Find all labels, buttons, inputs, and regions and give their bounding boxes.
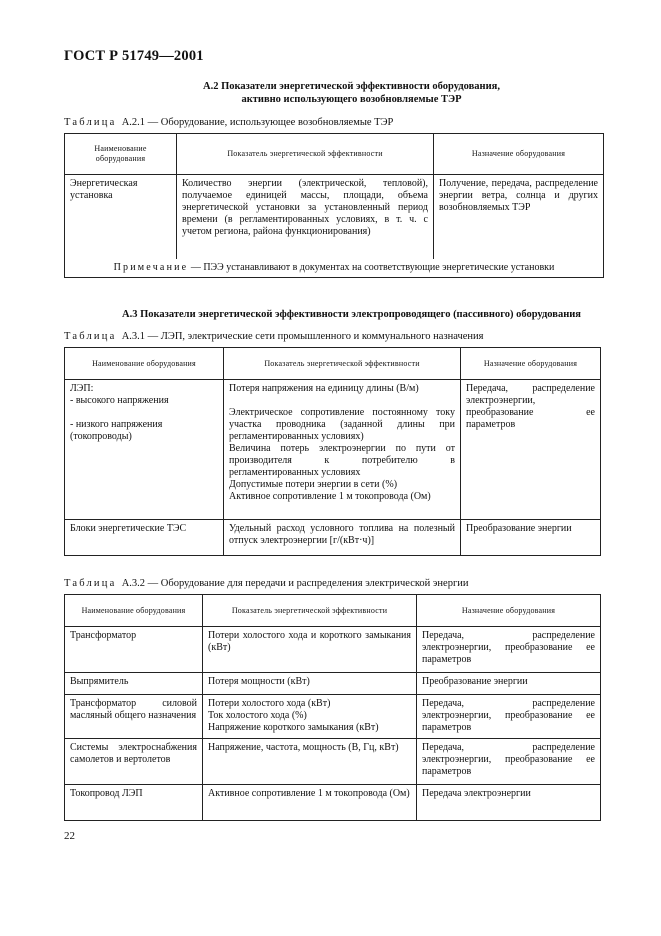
table-a31-header-purpose: Назначение оборудования [461, 348, 601, 380]
table-a32-cell-name: Системы электроснабжения самолетов и вертолетов [65, 739, 203, 785]
table-a32-row [65, 739, 601, 785]
table-a21-header-name: Наименование оборудования [65, 134, 177, 175]
section-a2-title [64, 80, 639, 106]
table-a31-caption-text: А.3.1 — ЛЭП, электрические сети промышленного и коммунального назначения [121, 331, 484, 342]
table-a32-row [65, 785, 601, 821]
table-a31-cell-name: Блоки энергетические ТЭС [65, 520, 224, 556]
table-a32-cell-indicator: Напряжение, частота, мощность (В, Гц, кВт) [203, 739, 417, 785]
table-a32-ind-line: Потери холостого хода (кВт) [208, 698, 331, 709]
table-a31-caption-prefix: Таблица [64, 331, 117, 342]
table-a32-row [65, 695, 601, 739]
table-a31-caption [64, 331, 483, 342]
table-a32-cell-purpose: Передача, распределение электроэнергии, преобразование ее параметров [417, 627, 601, 673]
table-a32-row [65, 673, 601, 695]
section-a2-title-line2: активно использующего возобновляемые ТЭР [241, 94, 462, 105]
table-a32-cell-purpose: Передача, распределение электроэнергии, преобразование ее параметров [417, 739, 601, 785]
table-a31-name-line2: - высокого напряжения [70, 395, 169, 406]
table-a32-cell-name: Выпрямитель [65, 673, 203, 695]
table-a31-cell-indicator [224, 380, 461, 520]
table-a32-caption-text: А.3.2 — Оборудование для передачи и распределения электрической энергии [121, 578, 469, 589]
table-a31-name-line1: ЛЭП: [70, 383, 94, 394]
table-a32-header-name: Наименование оборудования [65, 595, 203, 627]
table-a31-cell-purpose: Преобразование энергии [461, 520, 601, 556]
table-a21-note [65, 259, 604, 278]
table-a31-ind-1: Потеря напряжения на единицу длины (В/м) [229, 383, 419, 394]
table-a32-ind-line: Ток холостого хода (%) [208, 710, 307, 721]
table-a32-row [65, 627, 601, 673]
table-a32 [64, 594, 601, 821]
table-a21-cell-name: Энергетическая установка [65, 175, 177, 259]
table-a21-header-purpose: Назначение оборудования [434, 134, 604, 175]
table-a31-name-line3: - низкого напряжения (токопроводы) [70, 419, 163, 442]
table-a32-caption [64, 578, 469, 589]
table-a21-caption [64, 117, 393, 128]
table-a21-caption-text: А.2.1 — Оборудование, использующее возобновляемые ТЭР [121, 117, 394, 128]
table-a21-note-label: Примечание [113, 261, 189, 273]
table-a31-cell-indicator: Удельный расход условного топлива на полезный отпуск электроэнергии [г/(кВт·ч)] [224, 520, 461, 556]
table-a32-cell-indicator: Активное сопротивление 1 м токопровода (Ом) [203, 785, 417, 821]
table-a31 [64, 347, 601, 556]
table-a31-header-indicator: Показатель энергетической эффективности [224, 348, 461, 380]
section-a3-title: А.3 Показатели энергетической эффективности электропроводящего (пассивного) оборудования [122, 309, 581, 320]
table-a21-cell-purpose: Получение, передача, распределение энергии ветра, солнца и других возобновляемых ТЭР [434, 175, 604, 259]
table-a32-cell-name: Трансформатор [65, 627, 203, 673]
table-a31-ind-4: Допустимые потери энергии в сети (%) [229, 479, 398, 490]
table-a31-cell-name [65, 380, 224, 520]
table-a21-cell-indicator: Количество энергии (электрической, тепловой), получаемое единицей массы, площади, объема энергетической установки за установленный период времени (в регламентированных условиях, в т. ч. с учетом региона, района функционирования) [177, 175, 434, 259]
table-a31-ind-3: Величина потерь электроэнергии по пути от производителя к потребителю в регламентированных условиях [229, 443, 455, 478]
table-a21 [64, 133, 604, 278]
document-header: ГОСТ Р 51749—2001 [64, 48, 204, 64]
table-a32-header-indicator: Показатель энергетической эффективности [203, 595, 417, 627]
table-a32-cell-purpose: Преобразование энергии [417, 673, 601, 695]
table-a32-cell-indicator [203, 695, 417, 739]
table-a31-ind-2: Электрическое сопротивление постоянному току участка проводника (заданной длины при регламентированных условиях) [229, 407, 455, 442]
table-a32-cell-name: Токопровод ЛЭП [65, 785, 203, 821]
table-a32-cell-indicator: Потери холостого хода и короткого замыкания (кВт) [203, 627, 417, 673]
table-a32-header-purpose: Назначение оборудования [417, 595, 601, 627]
table-a21-note-text: — ПЭЭ устанавливают в документах на соответствующие энергетические установки [190, 261, 555, 273]
section-a2-title-line1: А.2 Показатели энергетической эффективности оборудования, [203, 81, 500, 92]
table-a31-cell-purpose: Передача, распределение электроэнергии, преобразование ее параметров [461, 380, 601, 520]
table-a32-cell-purpose: Передача, распределение электроэнергии, преобразование ее параметров [417, 695, 601, 739]
table-a32-cell-indicator: Потеря мощности (кВт) [203, 673, 417, 695]
page-number: 22 [64, 830, 75, 842]
table-a32-cell-name: Трансформатор силовой масляный общего назначения [65, 695, 203, 739]
table-a21-caption-prefix: Таблица [64, 117, 117, 128]
table-a32-ind-line: Напряжение короткого замыкания (кВт) [208, 722, 379, 733]
table-a32-cell-purpose: Передача электроэнергии [417, 785, 601, 821]
table-a31-ind-5: Активное сопротивление 1 м токопровода (Ом) [229, 491, 431, 502]
table-a31-row [65, 520, 601, 556]
table-a31-row [65, 380, 601, 520]
table-a32-caption-prefix: Таблица [64, 578, 117, 589]
table-a21-header-indicator: Показатель энергетической эффективности [177, 134, 434, 175]
table-a31-header-name: Наименование оборудования [65, 348, 224, 380]
